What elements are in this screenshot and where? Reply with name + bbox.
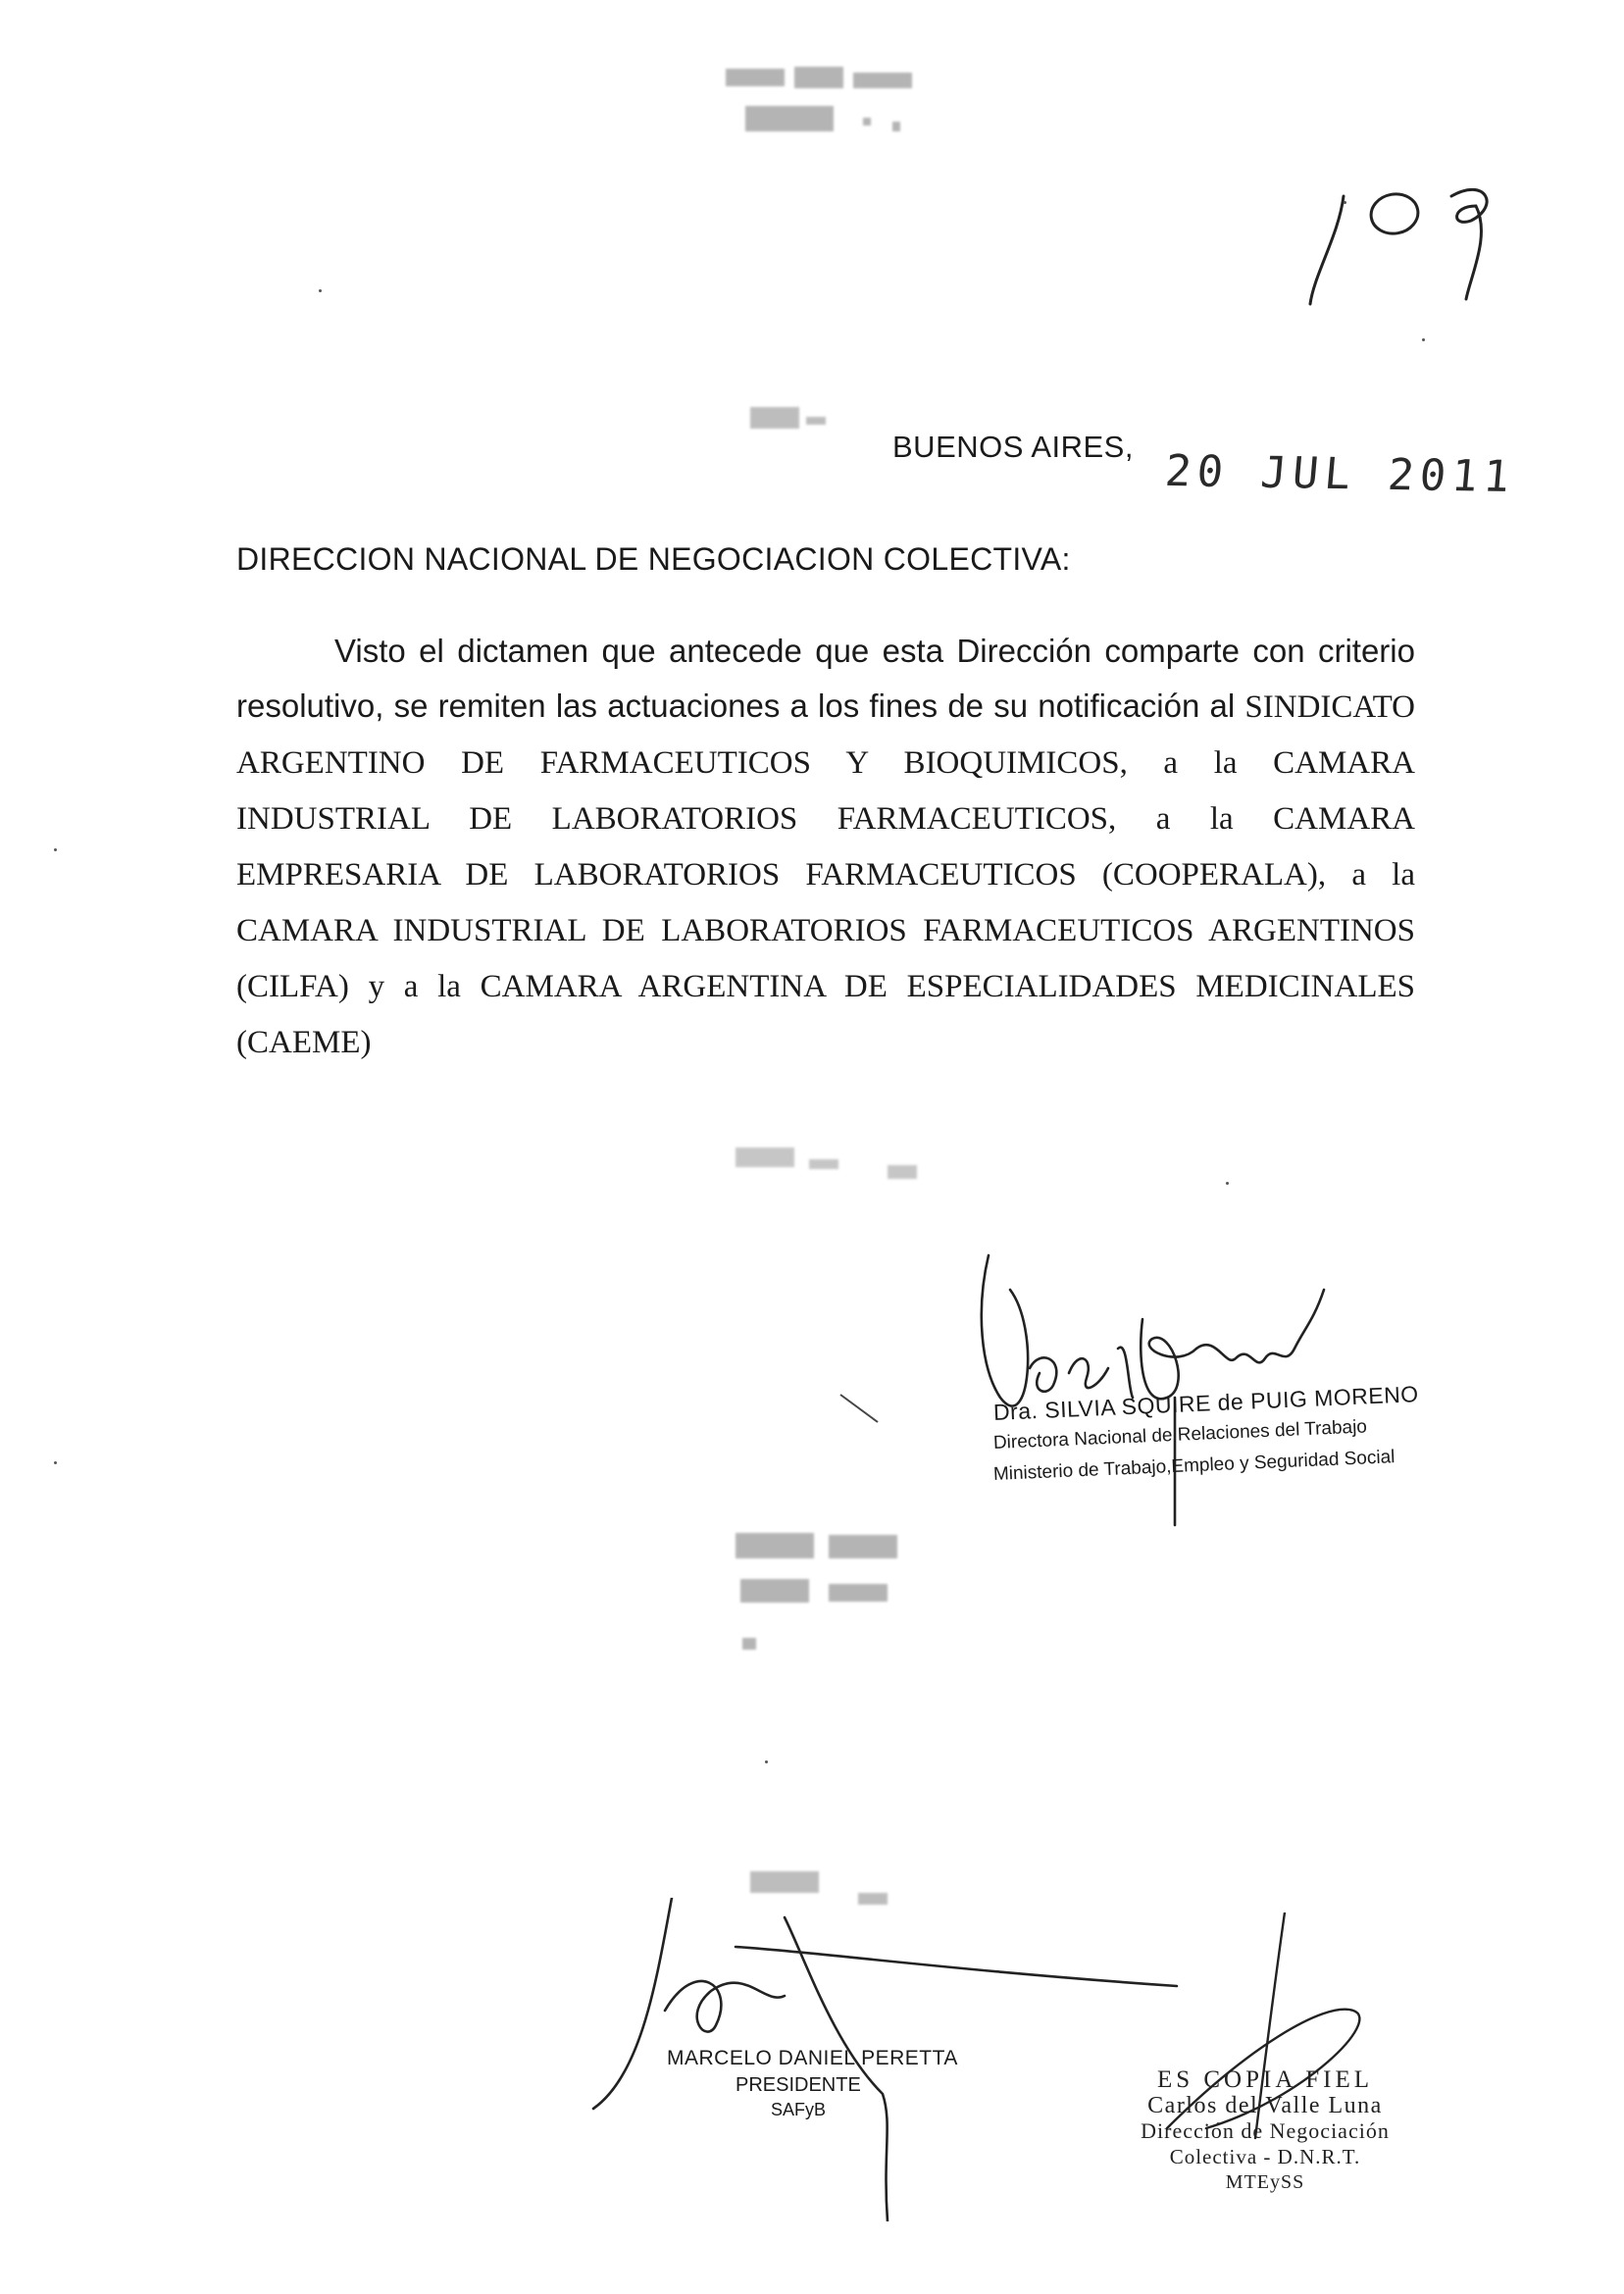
top-stamp-smudge — [716, 59, 941, 167]
body-paragraph — [236, 624, 1415, 1070]
lower-stamp-smudge — [731, 1525, 937, 1672]
stamp-line-5: MTEySS — [1225, 2171, 1305, 2193]
addressee-heading: DIRECCION NACIONAL DE NEGOCIACION COLECTIVA: — [236, 541, 1071, 577]
speck — [1344, 201, 1346, 204]
date-stamp: 20 JUL 2011 — [1163, 445, 1518, 503]
stamp-line-4: Colectiva - D.N.R.T. — [1169, 2145, 1361, 2168]
speck — [319, 289, 322, 292]
date-stamp-smudge — [745, 397, 863, 456]
signature-1-title: Directora Nacional de Relaciones del Trabajo — [992, 1416, 1368, 1453]
certification-stamp — [1108, 2067, 1422, 2195]
stamp-line-1: ES COPIA FIEL — [1156, 2066, 1374, 2093]
stamp-line-2: Carlos del Valle Luna — [1147, 2093, 1383, 2118]
signature-2-org: SAFyB — [771, 2100, 827, 2119]
body-text-serif: SINDICATO ARGENTINO DE FARMACEUTICOS Y BIOQUIMICOS, a la CAMARA INDUSTRIAL DE LABORATORIOS FARMACEUTICOS, a la CAMARA EMPRESARIA DE LABORATORIOS FARMACEUTICOS (COOPERALA), a la CAMARA INDUSTRIAL DE LABORATORIOS FARMACEUTICOS ARGENTINOS (CILFA) y a la CAMARA ARGENTINA DE ESPECIALIDADES MEDICINALES (CAEME) — [236, 689, 1415, 1060]
speck — [765, 1760, 768, 1763]
signature-2-role: PRESIDENTE — [736, 2074, 861, 2096]
body-text-sans: Visto el dictamen que antecede que esta Dirección comparte con criterio resolutivo, se remiten las actuaciones a los fines de su notificación al — [236, 633, 1415, 724]
signature-1-ministry: Ministerio de Trabajo,Empleo y Seguridad Social — [992, 1447, 1396, 1485]
date-place: BUENOS AIRES, — [892, 430, 1134, 464]
speck — [1226, 1182, 1229, 1185]
signature-2-name: MARCELO DANIEL PERETTA — [667, 2047, 958, 2069]
speck — [54, 848, 57, 851]
stamp-line-3: Dirección de Negociación — [1141, 2118, 1390, 2143]
signature-1-name: Dra. SILVIA SQUIRE de PUIG MORENO — [992, 1381, 1420, 1425]
stray-mark — [838, 1393, 888, 1432]
speck — [54, 1461, 57, 1464]
mid-stamp-smudge — [731, 1138, 956, 1197]
folio-number-handwritten — [1304, 167, 1530, 333]
speck — [1422, 338, 1425, 341]
